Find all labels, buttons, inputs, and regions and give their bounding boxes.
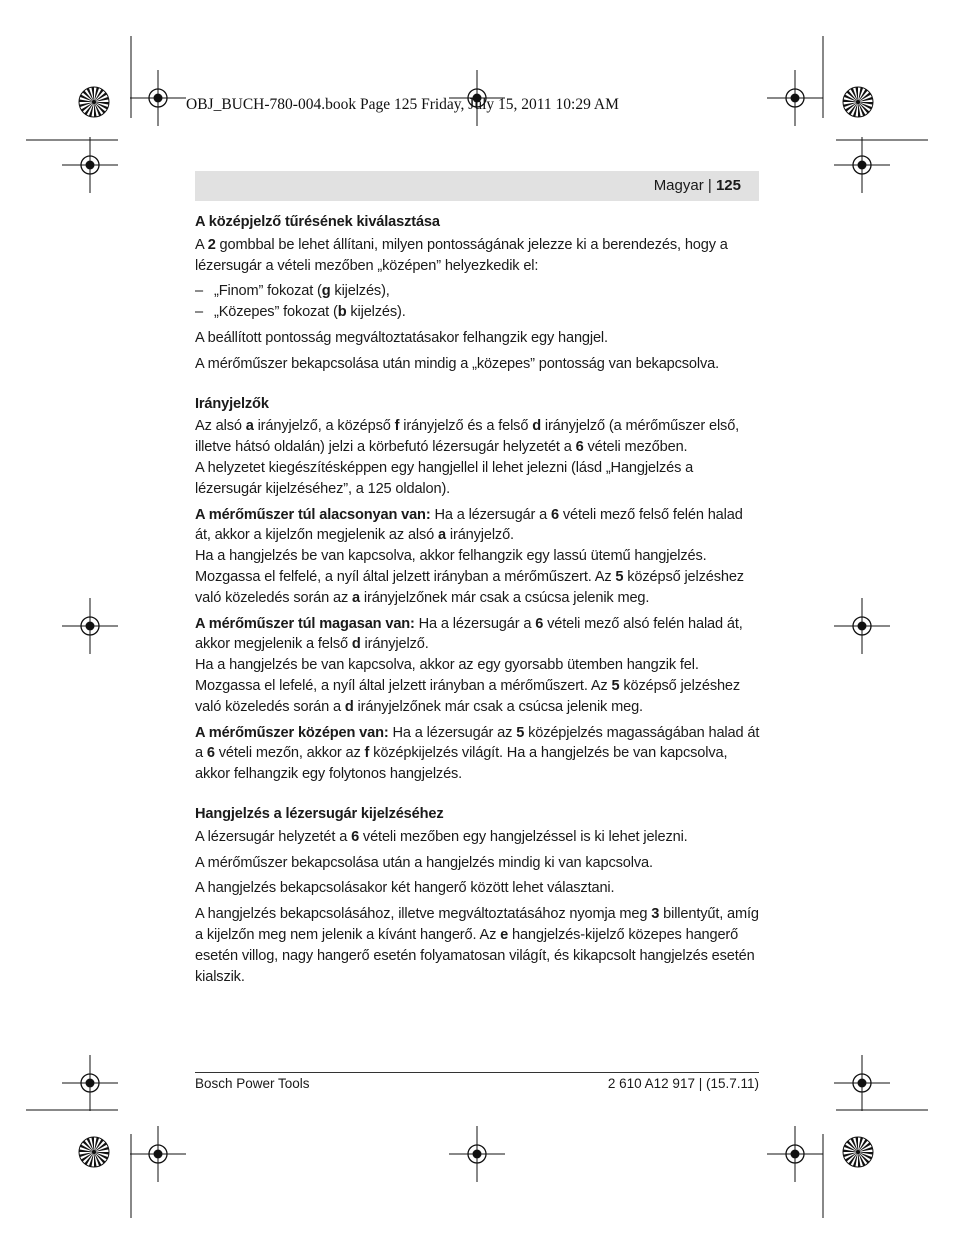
- ref: a: [352, 589, 360, 606]
- lead: A mérőműszer középen van:: [195, 724, 389, 741]
- text: középső jelzéshez való közeledés során a: [195, 677, 741, 715]
- lead: A mérőműszer túl alacsonyan van:: [195, 506, 431, 523]
- spacer: [195, 790, 761, 804]
- registration-dot: [154, 94, 163, 103]
- ref: a: [245, 418, 254, 435]
- heading-signal: Hangjelzés a lézersugár kijelzéséhez: [195, 805, 444, 822]
- starburst-center: [856, 100, 860, 104]
- ref: d: [344, 698, 354, 715]
- header-label: [654, 177, 741, 194]
- footer-brand: Bosch Power Tools: [195, 1076, 310, 1091]
- text: Mozgassa el lefelé, a nyíl által jelzett irányban a mérőműszert. Az: [195, 677, 612, 694]
- dash: –: [195, 283, 203, 300]
- text: vételi mezőben egy hangjelzéssel is ki lehet jelezni.: [359, 828, 688, 845]
- text: irányjelző és a felső: [399, 418, 533, 435]
- text: középső jelzéshez való közeledés során az: [195, 568, 744, 606]
- ref: f: [394, 418, 400, 435]
- ref: 2: [207, 236, 216, 253]
- text: A helyzetet kiegészítésképpen egy hangjellel il lehet jelezni (lásd „Hangjelzés a lézersugár kijelzéséhez”, a 125 oldalon).: [195, 459, 694, 497]
- text: irányjelző.: [360, 636, 429, 653]
- text: Ha a lézersugár a: [414, 615, 536, 632]
- text: vételi mezőben.: [583, 439, 688, 456]
- list-item: [195, 302, 761, 323]
- paragraph: A mérőműszer bekapcsolása után a hangjelzés mindig ki van kapcsolva.: [195, 854, 653, 871]
- text: A lézersugár helyzetét a: [195, 828, 352, 845]
- text: irányjelző, a középső: [253, 418, 395, 435]
- header-language: Magyar: [653, 177, 704, 194]
- ref: 6: [535, 615, 544, 632]
- dash: –: [195, 304, 203, 321]
- text: gombbal be lehet állítani, milyen pontosságának jelezze ki a berendezés, hogy a lézersugár a vételi mezőben „középen” helyezkedik el:: [195, 236, 728, 274]
- text: Mozgassa el felfelé, a nyíl által jelzett irányban a mérőműszert. Az: [195, 568, 616, 585]
- text: irányjelzőnek már csak a csúcsa jelenik meg.: [360, 589, 650, 606]
- ref: 6: [206, 745, 215, 762]
- registration-dot: [858, 1079, 867, 1088]
- paragraph: [195, 614, 761, 718]
- print-slug: OBJ_BUCH-780-004.book Page 125 Friday, July 15, 2011 10:29 AM: [186, 96, 619, 113]
- paragraph: A mérőműszer bekapcsolása után mindig a „közepes” pontosság van bekapcsolva.: [195, 355, 720, 372]
- ref: f: [364, 745, 370, 762]
- registration-dot: [858, 161, 867, 170]
- list: [195, 281, 761, 323]
- text: Ha a hangjelzés be van kapcsolva, akkor az egy gyorsabb ütemben hangzik fel.: [195, 657, 699, 674]
- page-content: [195, 212, 761, 992]
- text: irányjelző.: [446, 527, 514, 544]
- starburst-center: [92, 1150, 96, 1154]
- ref: b: [337, 304, 347, 321]
- text: Ha a lézersugár a: [430, 506, 551, 523]
- ref: 5: [611, 677, 620, 694]
- text: irányjelzőnek már csak a csúcsa jelenik meg.: [353, 698, 643, 715]
- text: Az alsó: [195, 418, 246, 435]
- heading-direction: Irányjelzők: [195, 395, 269, 412]
- ref: 6: [351, 828, 360, 845]
- ref: 3: [651, 906, 660, 923]
- text: kijelzés),: [330, 283, 390, 300]
- paragraph: A beállított pontosság megváltoztatásakor felhangzik egy hangjel.: [195, 329, 608, 346]
- ref: 6: [575, 439, 584, 456]
- paragraph: A hangjelzés bekapcsolásakor két hangerő között lehet választani.: [195, 880, 615, 897]
- ref: 6: [551, 506, 559, 523]
- registration-dot: [473, 1150, 482, 1159]
- text: középjelzés magasságában halad át a: [195, 724, 760, 762]
- text: vételi mezőn, akkor az: [214, 745, 365, 762]
- text: Ha a hangjelzés be van kapcsolva, akkor felhangzik egy lassú ütemű hangjelzés.: [195, 548, 707, 565]
- text: középkijelzés világít. Ha a hangjelzés be van kapcsolva, akkor felhangzik egy folytonos hangjelzés.: [195, 745, 728, 783]
- ref: g: [321, 283, 331, 300]
- list-item: [195, 281, 761, 302]
- text: „Finom” fokozat (: [214, 283, 322, 300]
- registration-dot: [858, 622, 867, 631]
- text: vételi mező felső felén halad át, akkor a kijelzőn megjelenik az alsó: [195, 506, 743, 544]
- footer-rule: [195, 1072, 759, 1073]
- spacer: [195, 380, 761, 394]
- footer-code: 2 610 A12 917 | (15.7.11): [607, 1076, 759, 1091]
- text: kijelzés).: [346, 304, 406, 321]
- text: vételi mező alsó felén halad át, akkor megjelenik a felső: [195, 615, 743, 653]
- text: „Közepes” fokozat (: [214, 304, 338, 321]
- ref: 5: [615, 568, 624, 585]
- text: hangjelzés-kijelző közepes hangerő esetén villog, nagy hangerő esetén folyamatosan világít, és kikapcsolt hangjelzés esetén kialszik.: [195, 926, 755, 985]
- page-number: 125: [715, 177, 741, 194]
- ref: e: [500, 926, 509, 943]
- text: A hangjelzés bekapcsolásához, illetve megváltoztatásához nyomja meg: [195, 906, 652, 923]
- paragraph: [195, 723, 761, 785]
- registration-dot: [86, 161, 95, 170]
- starburst-center: [856, 1150, 860, 1154]
- text: billentyűt, amíg a kijelzőn meg nem jelenik a kívánt hangerő. Az: [195, 906, 759, 943]
- page-header: [195, 171, 759, 201]
- text: irányjelző (a mérőműszer első, illetve hátsó oldalán) jelzi a körbefutó lézersugár helyzetét a: [195, 418, 740, 456]
- ref: a: [438, 527, 446, 544]
- text: A: [195, 236, 208, 253]
- registration-dot: [86, 1079, 95, 1088]
- registration-dot: [791, 1150, 800, 1159]
- ref: 5: [516, 724, 525, 741]
- paragraph: [195, 235, 761, 277]
- text: Ha a lézersugár az: [388, 724, 517, 741]
- heading-tolerance: A középjelző tűrésének kiválasztása: [195, 214, 440, 230]
- ref: d: [351, 636, 361, 653]
- paragraph: [195, 827, 761, 848]
- registration-dot: [154, 1150, 163, 1159]
- lead: A mérőműszer túl magasan van:: [195, 615, 415, 632]
- ref: d: [532, 418, 541, 435]
- paragraph: [195, 416, 761, 499]
- registration-dot: [791, 94, 800, 103]
- header-separator: |: [707, 177, 712, 194]
- registration-dot: [86, 622, 95, 631]
- starburst-center: [92, 100, 96, 104]
- paragraph: [195, 904, 761, 987]
- paragraph: [195, 505, 761, 609]
